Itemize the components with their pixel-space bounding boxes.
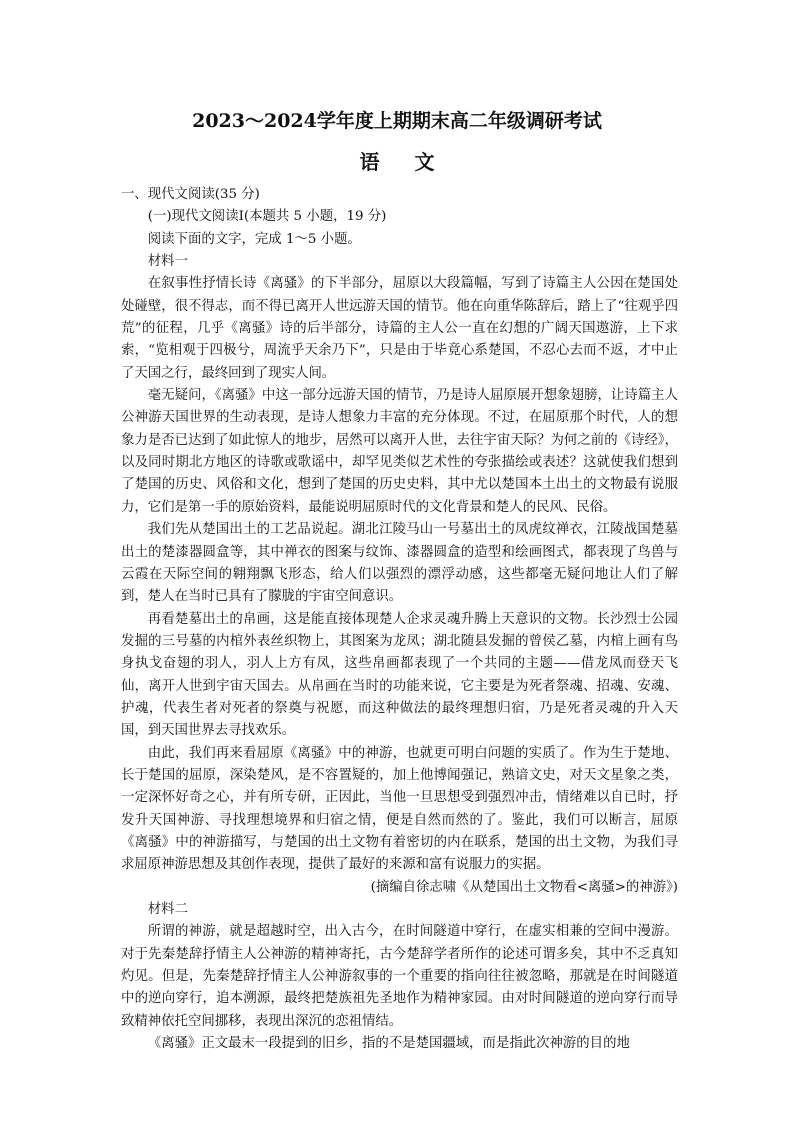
instruction-text: 阅读下面的文字，完成 1～5 小题。 bbox=[147, 231, 361, 247]
paragraph: 所谓的神游，就是超越时空，出入古今，在时间隧道中穿行，在虚实相兼的空间中漫游。对于先秦楚辞抒情主人公神游的精神寄托，古今楚辞学者所作的论述可谓多矣，其中不乏真知灼见。但是，先秦楚辞抒情主人公神游叙事的一个重要的指向往往被忽略，那就是在时间隧道中的逆向穿行，追本溯源，最终把楚族祖先圣地作为精神家园。由对时间隧道的逆向穿行而导致精神依托空间挪移，表现出深沉的恋祖情结。 bbox=[121, 924, 678, 1029]
paragraph: 我们先从楚国出土的工艺品说起。湖北江陵马山一号墓出土的凤虎纹禅衣，江陵战国楚墓出土的楚漆器圆盒等，其中禅衣的图案与纹饰、漆器圆盒的造型和绘画图式，都表现了鸟兽与云霞在天际空间的翱翔飘飞形态，给人们以强烈的漂浮动感，这些都毫无疑问地让人们了解到，楚人在当时已具有了朦胧的宇宙空间意识。 bbox=[121, 522, 678, 605]
exam-body bbox=[121, 184, 678, 1055]
material-one-label: 材料一 bbox=[147, 254, 188, 270]
paragraph: 由此，我们再来看屈原《离骚》中的神游，也就更可明白问题的实质了。作为生于楚地、长于楚国的屈原，深染楚风，是不容置疑的，加上他博闻强记，熟谙文史，对天文星象之类，一定深怀好奇之心，并有所专研，正因此，当他一旦思想受到强烈冲击，情绪难以自已时，抒发升天国神游、寻找理想境界和归宿之情，便是自然而然的了。鉴此，我们可以断言，屈原《离骚》中的神游描写，与楚国的出土文物有着密切的内在联系，楚国的出土文物，为我们寻求屈原神游思想及其创作表现，提供了最好的来源和富有说服力的实据。 bbox=[121, 745, 678, 873]
source-citation: (摘编自徐志啸《从楚国出土文物看<离骚>的神游》) bbox=[370, 879, 678, 895]
exam-title: 2023～2024学年度上期期末高二年级调研考试 bbox=[192, 110, 602, 132]
paragraph: 在叙事性抒情长诗《离骚》的下半部分，屈原以大段篇幅，写到了诗篇主人公因在楚国处处碰壁，很不得志，而不得已离开人世远游天国的情节。他在向重华陈辞后，踏上了“往观乎四荒”的征程，几乎《离骚》诗的后半部分，诗篇的主人公一直在幻想的广阔天国遨游，上下求索，“览相观于四极兮，周流乎天余乃下”，只是由于毕竟心系楚国，不忍心去而不返，才中止了天国之行，最终回到了现实人间。 bbox=[121, 276, 678, 381]
section-heading: 一、现代文阅读(35 分) bbox=[121, 187, 260, 202]
paragraph: 《离骚》正文最末一段提到的旧乡，指的不是楚国疆域，而是指此次神游的目的地 bbox=[147, 1036, 630, 1052]
material-two-label: 材料二 bbox=[147, 902, 188, 917]
paragraph: 再看楚墓出土的帛画，这是能直接体现楚人企求灵魂升腾上天意识的文物。长沙烈士公园发掘的三号墓的内棺外表丝织物上，其图案为龙凤；湖北随县发掘的曾侯乙墓，内棺上画有鸟身执戈奋翅的羽人，羽人上方有凤，这些帛画都表现了一个共同的主题——借龙凤而登天飞仙，离开人世到宇宙天国去。从帛画在当时的功能来说，它主要是为死者祭魂、招魂、安魂、护魂，代表生者对死者的祭奠与祝愿，而这种做法的最终理想归宿，乃是死者灵魂的升入天国，到天国世界去寻找欢乐。 bbox=[121, 611, 678, 739]
subject-title: 语 文 bbox=[359, 150, 449, 174]
paragraph: 毫无疑问，《离骚》中这一部分远游天国的情节，乃是诗人屈原展开想象翅膀，让诗篇主人公神游天国世界的生动表现，是诗人想象力丰富的充分体现。不过，在屈原那个时代，人的想象力是否已达到了如此惊人的地步，居然可以离开人世，去往宇宙天际？为何之前的《诗经》，以及同时期北方地区的诗歌或歌谣中，却罕见类似艺术性的夸张描绘或表述？这就使我们想到了楚国的历史、风俗和文化，想到了楚国的历史史料，其中尤以楚国本土出土的文物最有说服力，它们是第一手的原始资料，最能说明屈原时代的文化背景和楚人的民风、民俗。 bbox=[121, 388, 678, 515]
sub-section-heading: (一)现代文阅读Ⅰ(本题共 5 小题，19 分) bbox=[147, 209, 387, 225]
